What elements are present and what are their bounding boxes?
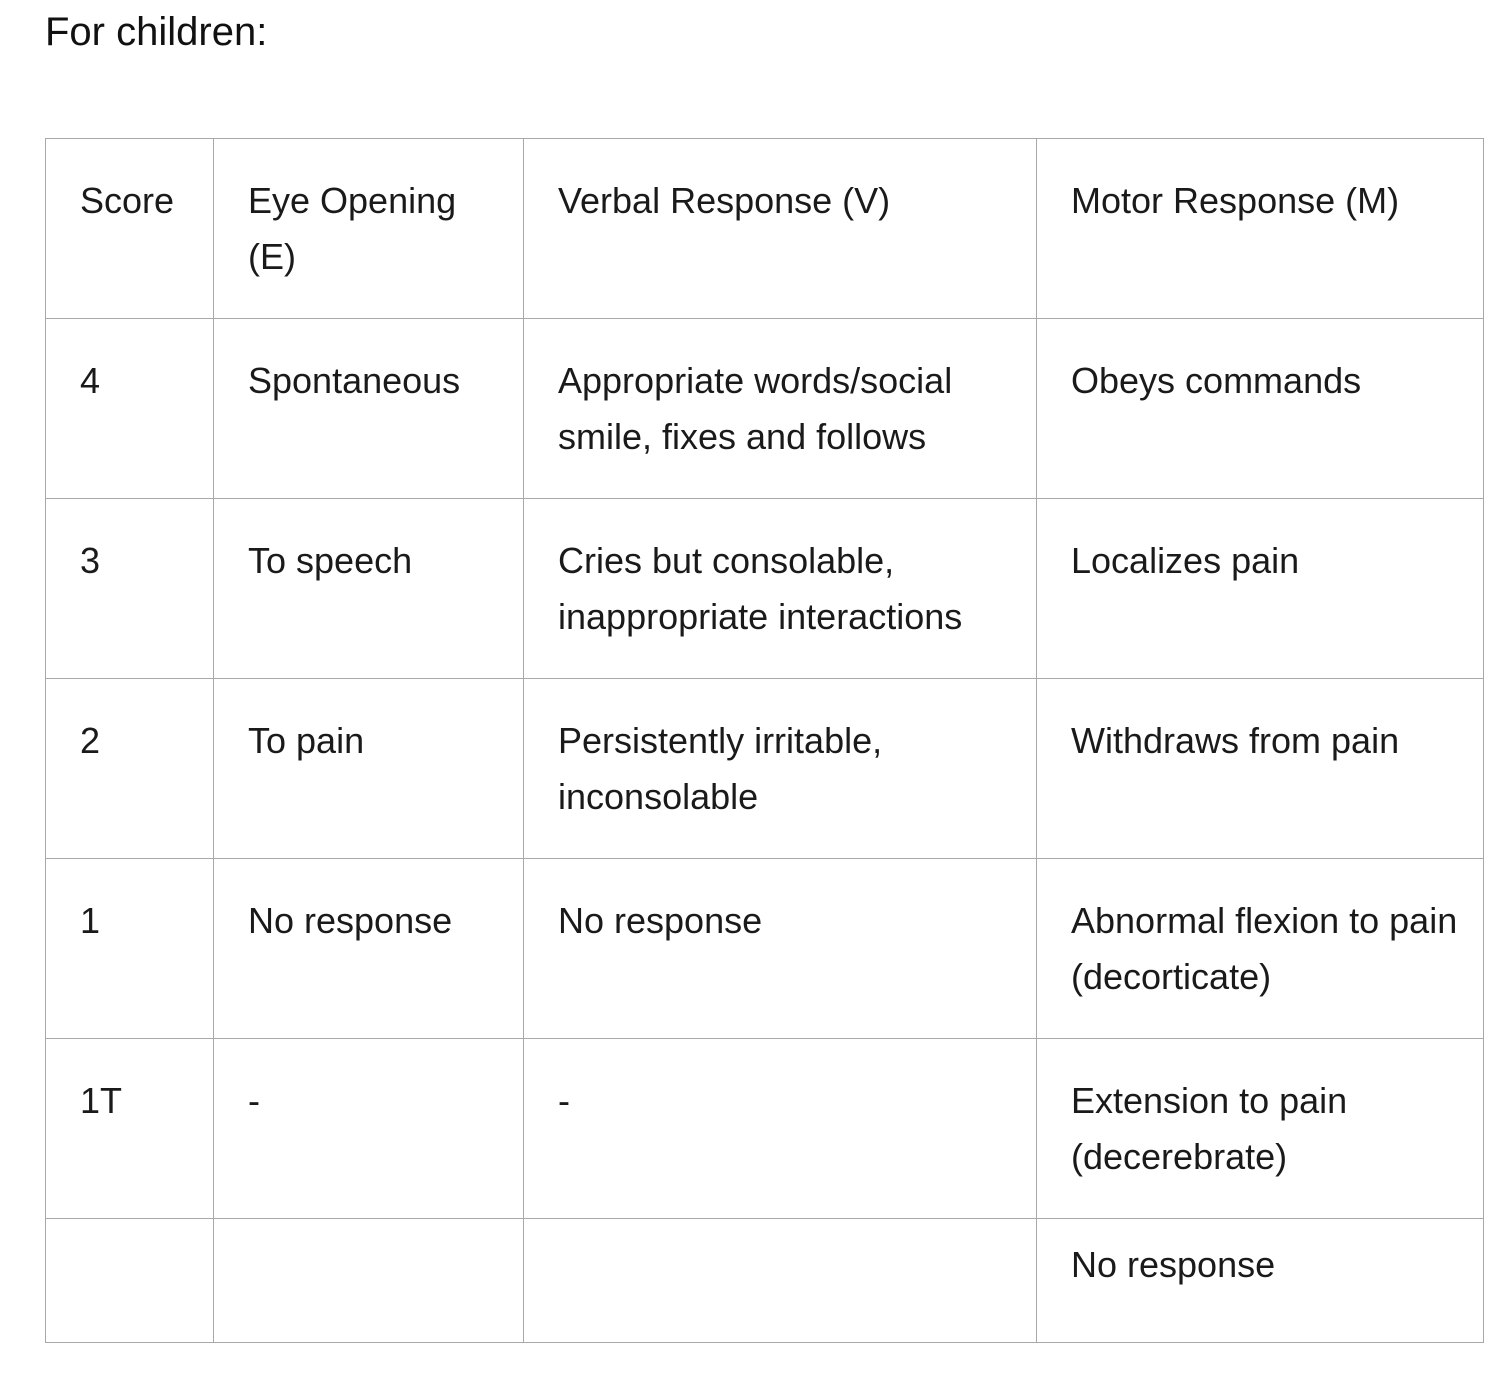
gcs-pediatric-table bbox=[45, 138, 1484, 1343]
cell-verbal-response: No response bbox=[524, 859, 1037, 1039]
cell-eye-opening bbox=[214, 1219, 524, 1343]
cell-score: 3 bbox=[46, 499, 214, 679]
cell-score bbox=[46, 1219, 214, 1343]
header-verbal-response: Verbal Response (V) bbox=[524, 139, 1037, 319]
cell-score: 1 bbox=[46, 859, 214, 1039]
table-row bbox=[46, 859, 1484, 1039]
cell-score: 2 bbox=[46, 679, 214, 859]
cell-score: 4 bbox=[46, 319, 214, 499]
cell-motor-response: Extension to pain (decerebrate) bbox=[1037, 1039, 1484, 1219]
cell-score: 1T bbox=[46, 1039, 214, 1219]
cell-eye-opening: To pain bbox=[214, 679, 524, 859]
cell-verbal-response: Cries but consolable, inappropriate interactions bbox=[524, 499, 1037, 679]
cell-verbal-response: - bbox=[524, 1039, 1037, 1219]
table-row bbox=[46, 1219, 1484, 1343]
cell-eye-opening: - bbox=[214, 1039, 524, 1219]
page-heading: For children: bbox=[45, 10, 268, 54]
cell-verbal-response: Appropriate words/social smile, fixes and follows bbox=[524, 319, 1037, 499]
cell-motor-response: Obeys commands bbox=[1037, 319, 1484, 499]
cell-motor-response: Withdraws from pain bbox=[1037, 679, 1484, 859]
cell-verbal-response bbox=[524, 1219, 1037, 1343]
table-row bbox=[46, 1039, 1484, 1219]
cell-eye-opening: Spontaneous bbox=[214, 319, 524, 499]
cell-motor-response: Localizes pain bbox=[1037, 499, 1484, 679]
cell-motor-response: No response bbox=[1037, 1219, 1484, 1343]
cell-verbal-response: Persistently irritable, inconsolable bbox=[524, 679, 1037, 859]
header-eye-opening: Eye Opening (E) bbox=[214, 139, 524, 319]
table-row bbox=[46, 319, 1484, 499]
table-row bbox=[46, 499, 1484, 679]
table-header-row bbox=[46, 139, 1484, 319]
header-score: Score bbox=[46, 139, 214, 319]
table-row bbox=[46, 679, 1484, 859]
header-motor-response: Motor Response (M) bbox=[1037, 139, 1484, 319]
cell-eye-opening: No response bbox=[214, 859, 524, 1039]
cell-motor-response: Abnormal flexion to pain (decorticate) bbox=[1037, 859, 1484, 1039]
cell-eye-opening: To speech bbox=[214, 499, 524, 679]
